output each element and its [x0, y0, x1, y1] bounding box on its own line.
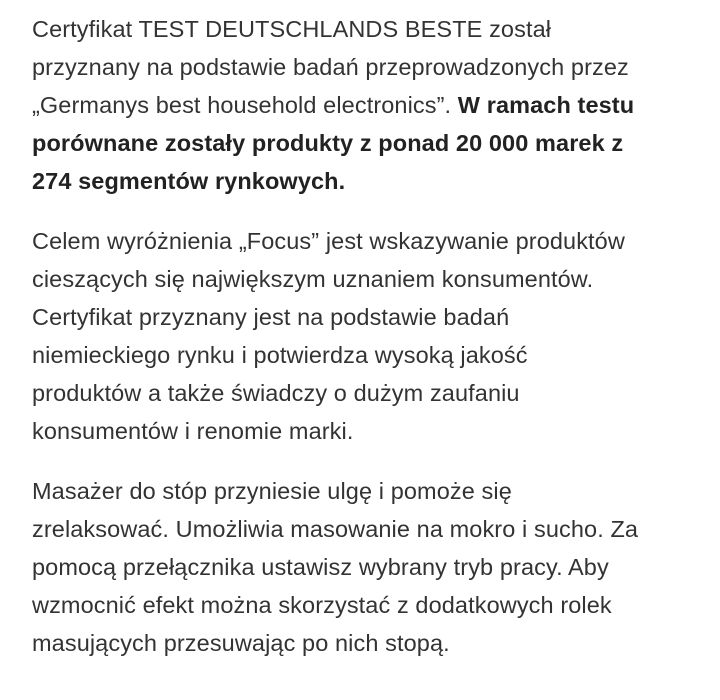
text-run: Celem wyróżnienia „Focus” jest wskazywanie produktów — [32, 228, 625, 254]
text-run: przyznany na podstawie badań przeprowadzonych przez — [32, 54, 629, 80]
text-line — [32, 10, 702, 48]
text-line — [32, 586, 702, 624]
text-line — [32, 548, 702, 586]
paragraph-focus-award — [32, 222, 702, 450]
text-line — [32, 624, 702, 662]
text-line — [32, 412, 702, 450]
text-run: zrelaksować. Umożliwia masowanie na mokro i sucho. Za — [32, 516, 639, 542]
text-run: „Germanys best household electronics”. — [32, 92, 458, 118]
text-run: niemieckiego rynku i potwierdza wysoką jakość — [32, 342, 528, 368]
text-run: masujących przesuwając po nich stopą. — [32, 630, 450, 656]
text-line — [32, 472, 702, 510]
text-run: cieszących się największym uznaniem konsumentów. — [32, 266, 594, 292]
text-run: produktów a także świadczy o dużym zaufaniu — [32, 380, 520, 406]
text-line — [32, 298, 702, 336]
text-line — [32, 260, 702, 298]
text-line — [32, 86, 702, 124]
text-line — [32, 162, 702, 200]
text-run: konsumentów i renomie marki. — [32, 418, 354, 444]
text-run: wzmocnić efekt można skorzystać z dodatkowych rolek — [32, 592, 612, 618]
text-line — [32, 222, 702, 260]
text-line — [32, 510, 702, 548]
text-run: Masażer do stóp przyniesie ulgę i pomoże się — [32, 478, 512, 504]
text-line — [32, 124, 702, 162]
text-line — [32, 374, 702, 412]
text-run: Certyfikat TEST DEUTSCHLANDS BESTE został — [32, 16, 552, 42]
bold-text-run: W ramach testu — [457, 92, 635, 118]
bold-text-run: porównane zostały produkty z ponad 20 000 marek z — [32, 130, 624, 156]
text-run: Certyfikat przyznany jest na podstawie badań — [32, 304, 510, 330]
text-line — [32, 336, 702, 374]
text-run: pomocą przełącznika ustawisz wybrany tryb pracy. Aby — [32, 554, 609, 580]
text-line — [32, 48, 702, 86]
paragraph-foot-massager — [32, 472, 702, 662]
article-body — [32, 10, 702, 684]
paragraph-certificate-test — [32, 10, 702, 200]
bold-text-run: 274 segmentów rynkowych. — [32, 168, 346, 194]
